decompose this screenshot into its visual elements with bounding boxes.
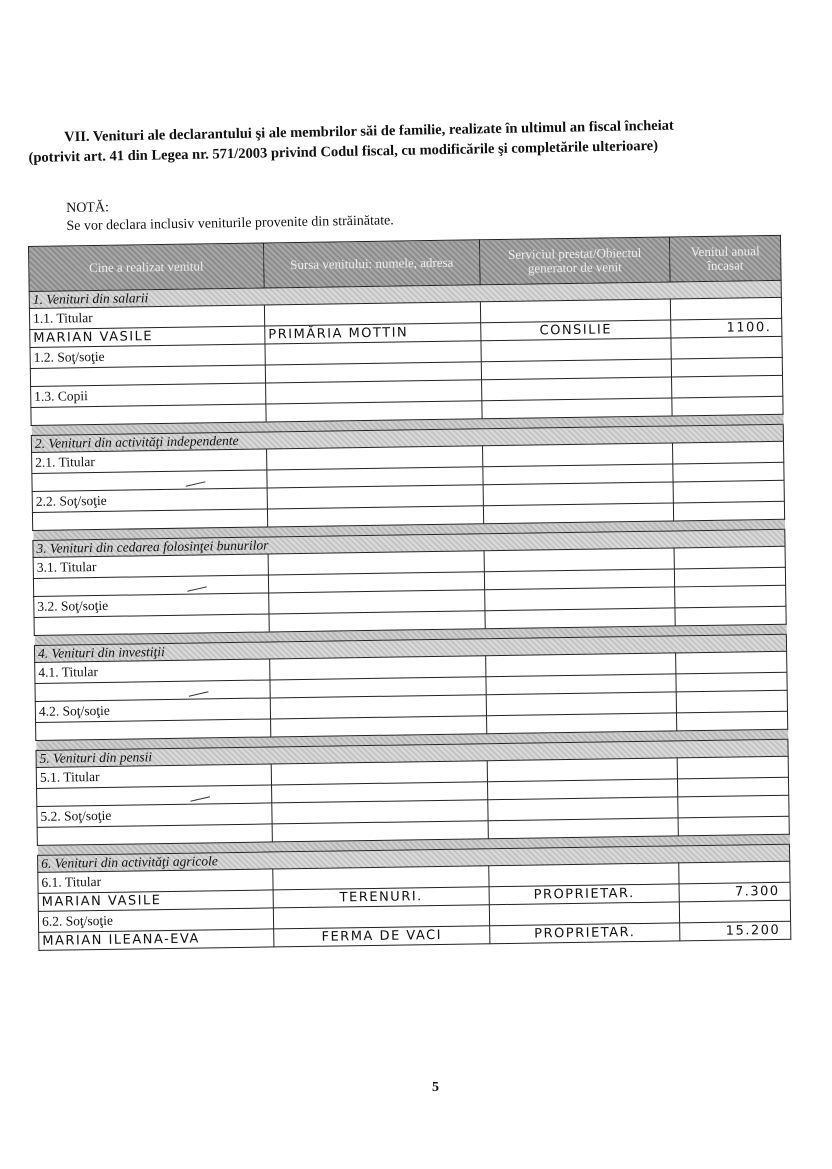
section-title-salarii: 1. Venituri din salarii bbox=[29, 280, 781, 308]
handwritten-service: PROPRIETAR. bbox=[490, 923, 680, 944]
handwritten-name: MARIAN VASILE bbox=[38, 890, 273, 911]
dash-mark bbox=[189, 691, 209, 696]
row-label: 2.2. Soţ/soţie bbox=[32, 488, 267, 512]
row-label: 6.2. Soţ/soţie bbox=[38, 908, 273, 932]
handwritten-source: FERMA DE VACI bbox=[274, 926, 490, 947]
header-venitul: Venitul anual încasat bbox=[669, 235, 781, 282]
handwritten-amount: 15.200 bbox=[680, 921, 791, 941]
note-block bbox=[66, 194, 394, 236]
row-label: 4.2. Soţ/soţie bbox=[35, 698, 270, 722]
row-label: 1.3. Copii bbox=[31, 383, 266, 407]
header-sursa: Sursa venitului: numele, adresa bbox=[263, 240, 480, 288]
income-table bbox=[28, 235, 791, 951]
handwritten-service: PROPRIETAR. bbox=[489, 884, 679, 905]
row-label: 2.1. Titular bbox=[32, 449, 267, 473]
note-label: NOTĂ: bbox=[66, 200, 110, 216]
section-title bbox=[28, 113, 819, 168]
handwritten-source: PRIMĂRIA MOTTIN bbox=[265, 323, 481, 344]
handwritten-service: CONSILIE bbox=[481, 320, 671, 341]
row-label: 6.1. Titular bbox=[38, 869, 273, 893]
row-label: 1.2. Soţ/soţie bbox=[30, 344, 265, 368]
header-cine: Cine a realizat venitul bbox=[29, 243, 265, 291]
section-title-pensii: 5. Venituri din pensii bbox=[36, 739, 788, 767]
handwritten-amount: 1100. bbox=[671, 318, 782, 338]
row-label: 3.2. Soţ/soţie bbox=[34, 593, 269, 617]
handwritten-source: TERENURI. bbox=[273, 887, 489, 908]
row-label: 5.1. Titular bbox=[36, 764, 271, 788]
dash-mark bbox=[186, 481, 206, 486]
section-title-cedarea: 3. Venituri din cedarea folosinţei bunurilor bbox=[33, 529, 785, 557]
handwritten-name: MARIAN ILEANA-EVA bbox=[39, 929, 274, 950]
handwritten-name: MARIAN VASILE bbox=[30, 326, 265, 347]
dash-mark bbox=[190, 796, 210, 801]
row-label: 1.1. Titular bbox=[29, 305, 264, 329]
header-serviciul: Serviciul prestat/Obiectul generator de venit bbox=[479, 237, 670, 285]
section-title-investitii: 4. Venituri din investiţii bbox=[34, 634, 786, 662]
income-table-wrapper bbox=[28, 235, 791, 951]
row-label: 4.1. Titular bbox=[35, 659, 270, 683]
section-title-line2: (potrivit art. 41 din Legea nr. 571/2003 privind Codul fiscal, cu modificările şi completările ulterioare) bbox=[28, 137, 659, 166]
row-label: 5.2. Soţ/soţie bbox=[37, 803, 272, 827]
dash-mark bbox=[187, 586, 207, 591]
note-text: Se vor declara inclusiv veniturile provenite din străinătate. bbox=[66, 213, 394, 234]
page-number: 5 bbox=[432, 1080, 439, 1095]
section-title-independente: 2. Venituri din activităţi independente bbox=[31, 424, 783, 452]
handwritten-amount: 7.300 bbox=[679, 882, 790, 902]
section-title-line1: VII. Venituri ale declarantului şi ale membrilor săi de familie, realizate în ultimul an fiscal încheiat bbox=[64, 117, 674, 146]
section-title-agricole: 6. Venituri din activităţi agricole bbox=[38, 844, 790, 872]
row-label: 3.1. Titular bbox=[33, 554, 268, 578]
